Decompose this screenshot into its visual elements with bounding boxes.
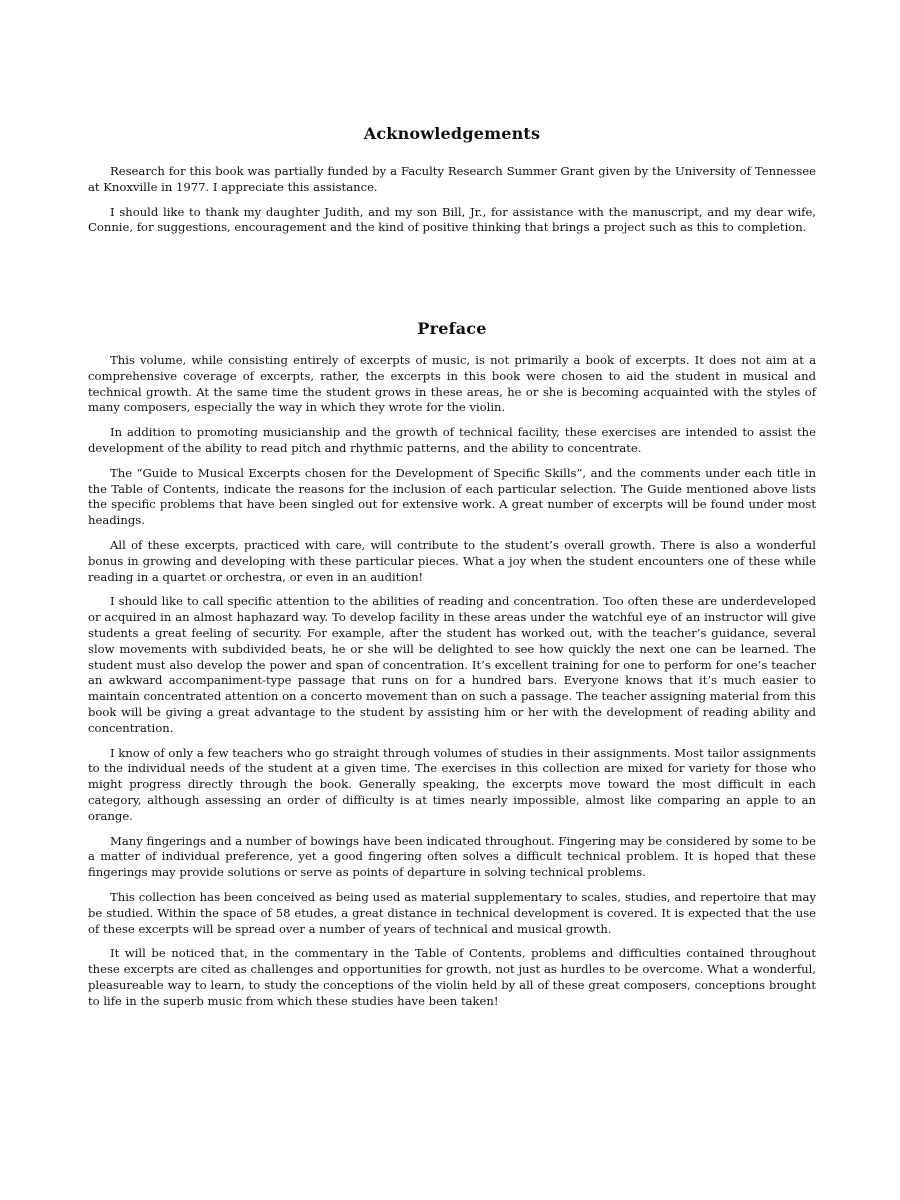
- document-page: [88, 0, 816, 1200]
- acknowledgements-heading: Acknowledgements: [363, 124, 541, 143]
- acknowledgements-body: [88, 164, 816, 245]
- preface-paragraph: Many fingerings and a number of bowings have been indicated throughout. Fingering may be considered by some to be a matter of individual preference, yet a good fingering often solves a difficult technical problem. It is hoped that these fingerings may provide solutions or serve as points of departure in solving technical problems.: [88, 833, 816, 880]
- acknowledgements-paragraph: Research for this book was partially funded by a Faculty Research Summer Grant given by the University of Tennessee at Knoxville in 1977. I appreciate this assistance.: [88, 164, 816, 194]
- preface-paragraph: It will be noticed that, in the commentary in the Table of Contents, problems and difficulties contained throughout these excerpts are cited as challenges and opportunities for growth, not just as hurdles to be overcome. What a wonderful, pleasureable way to learn, to study the conceptions of the violin held by all of these great composers, conceptions brought to life in the superb music from which these studies have been taken!: [88, 946, 816, 1008]
- preface-paragraph: The “Guide to Musical Excerpts chosen for the Development of Specific Skills”, and the comments under each title in the Table of Contents, indicate the reasons for the inclusion of each particular selection. The Guide mentioned above lists the specific problems that have been singled out for extensive work. A great number of excerpts will be found under most headings.: [88, 465, 816, 528]
- acknowledgements-paragraph: I should like to thank my daughter Judith, and my son Bill, Jr., for assistance with the manuscript, and my dear wife, Connie, for suggestions, encouragement and the kind of positive thinking that brings a project such as this to completion.: [88, 204, 816, 235]
- preface-paragraph: In addition to promoting musicianship and the growth of technical facility, these exercises are intended to assist the development of the ability to read pitch and rhythmic patterns, and the ability to concentrate.: [88, 425, 816, 455]
- preface-paragraph: I should like to call specific attention to the abilities of reading and concentration. Too often these are underdeveloped or acquired in an almost haphazard way. To develop facility in these areas under the watchful eye of an instructor will give students a great feeling of security. For example, after the student has worked out, with the teacher’s guidance, several slow movements with subdivided beats, he or she will be delighted to see how quickly the next one can be learned. The student must also develop the power and span of concentration. It’s excellent training for one to perform for one’s teacher an awkward accompaniment-type passage that runs on for a hundred bars. Everyone knows that it’s much easier to maintain concentrated attention on a concerto movement than on such a passage. The teacher assigning material from this book will be giving a great advantage to the student by assisting him or her with the development of reading ability and concentration.: [88, 594, 816, 735]
- preface-paragraph: All of these excerpts, practiced with care, will contribute to the student’s overall growth. There is also a wonderful bonus in growing and developing with these particular pieces. What a joy when the student encounters one of these while reading in a quartet or orchestra, or even in an audition!: [88, 537, 816, 584]
- preface-body: [88, 353, 816, 1018]
- preface-heading: Preface: [417, 319, 487, 338]
- preface-paragraph: I know of only a few teachers who go straight through volumes of studies in their assignments. Most tailor assignments to the individual needs of the student at a given time. The exercises in this collection are mixed for variety for those who might progress directly through the book. Generally speaking, the excerpts move toward the most difficult in each category, although assessing an order of difficulty is at times nearly impossible, almost like comparing an apple to an orange.: [88, 745, 816, 823]
- preface-paragraph: This volume, while consisting entirely of excerpts of music, is not primarily a book of excerpts. It does not aim at a comprehensive coverage of excerpts, rather, the excerpts in this book were chosen to aid the student in musical and technical growth. At the same time the student grows in these areas, he or she is becoming acquainted with the styles of many composers, especially the way in which they wrote for the violin.: [88, 353, 816, 415]
- preface-paragraph: This collection has been conceived as being used as material supplementary to scales, studies, and repertoire that may be studied. Within the space of 58 etudes, a great distance in technical development is covered. It is expected that the use of these excerpts will be spread over a number of years of technical and musical growth.: [88, 889, 816, 936]
